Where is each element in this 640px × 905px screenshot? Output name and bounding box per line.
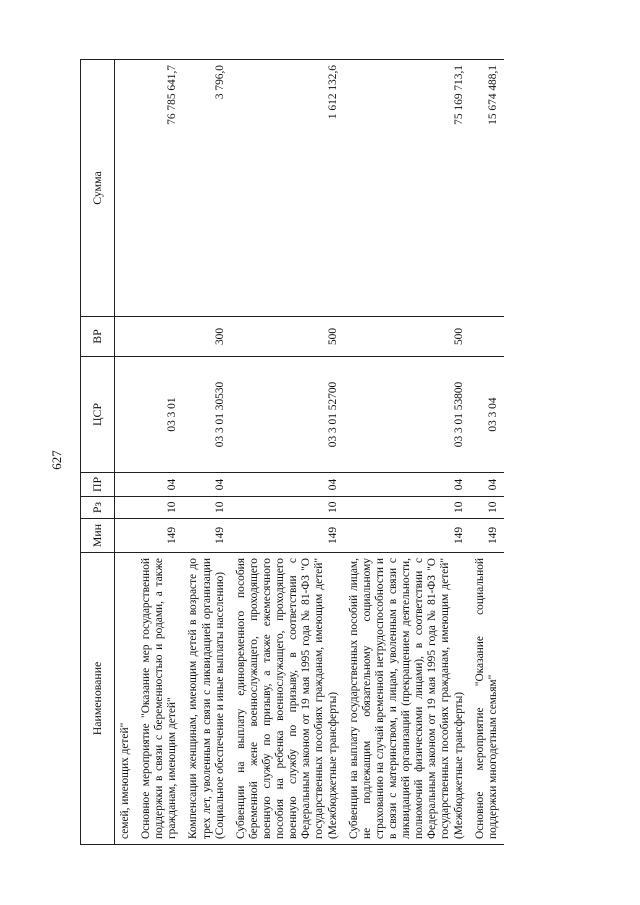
row-sum: 15 674 488,1 [470,60,504,317]
row-min: 149 [183,519,230,553]
row-rz: 10 [183,497,230,519]
continuation-text: семей, имеющих детей" [115,553,137,845]
row-pr: 04 [183,473,230,497]
row-pr: 04 [136,473,183,497]
row-min: 149 [344,519,470,553]
row-min: 149 [470,519,504,553]
row-pr: 04 [344,473,470,497]
row-name: Субвенции на выплату государственных пособий лицам, не подлежащим обязательному социальному страхованию на случай временной нетрудоспособности и в связи с материнством, и лицам, уволенным в связи с ликвидацией организаций (прекращением деятельности, полномочий физическими лицами), в соответствии с Федеральным законом от 19 мая 1995 года № 81-ФЗ "О государственных пособиях гражданам, имеющим детей" (Межбюджетные трансферты) [344,553,470,845]
row-pr: 04 [470,473,504,497]
row-csr: 03 3 01 [136,357,183,473]
table-row [470,60,504,845]
continuation-row [115,60,137,845]
row-pr: 04 [231,473,344,497]
row-csr: 03 3 04 [470,357,504,473]
row-name: Субвенции на выплату единовременного пособия беременной жене военнослужащего, проходящего военную службу по призыву, а также ежемесячного пособия на ребенка военнослужащего, проходящего военную службу по призыву, в соответствии с Федеральным законом от 19 мая 1995 года № 81-ФЗ "О государственных пособиях гражданам, имеющим детей" (Межбюджетные трансферты) [231,553,344,845]
page-number: 627 [49,450,64,470]
row-sum: 75 169 713,1 [344,60,470,317]
row-csr: 03 3 01 30530 [183,357,230,473]
header-name: Наименование [81,553,115,845]
budget-table [80,59,504,845]
row-vr: 500 [231,317,344,357]
header-pr: ПР [81,473,115,497]
row-rz: 10 [470,497,504,519]
row-vr [470,317,504,357]
row-rz: 10 [231,497,344,519]
row-rz: 10 [344,497,470,519]
row-csr: 03 3 01 53800 [344,357,470,473]
row-sum: 76 785 641,7 [136,60,183,317]
header-vr: ВР [81,317,115,357]
header-csr: ЦСР [81,357,115,473]
row-rz: 10 [136,497,183,519]
table-header-row [81,60,115,845]
row-csr: 03 3 01 52700 [231,357,344,473]
row-vr [136,317,183,357]
rotated-table-container [80,60,600,845]
header-sum: Сумма [81,60,115,317]
row-sum: 1 612 132,6 [231,60,344,317]
row-sum: 3 796,0 [183,60,230,317]
table-row [344,60,470,845]
row-name: Основное мероприятие "Оказание социальной поддержки многодетным семьям" [470,553,504,845]
table-row [231,60,344,845]
table-row [136,60,183,845]
header-rz: Рз [81,497,115,519]
row-min: 149 [136,519,183,553]
table-row [183,60,230,845]
header-min: Мин [81,519,115,553]
row-name: Компенсации женщинам, имеющим детей в возрасте до трех лет, уволенным в связи с ликвидацией организации (Социальное обеспечение и иные выплаты населению) [183,553,230,845]
row-vr: 300 [183,317,230,357]
row-vr: 500 [344,317,470,357]
row-name: Основное мероприятие "Оказание мер государственной поддержки в связи с беременностью и родами, а также гражданам, имеющим детей" [136,553,183,845]
row-min: 149 [231,519,344,553]
